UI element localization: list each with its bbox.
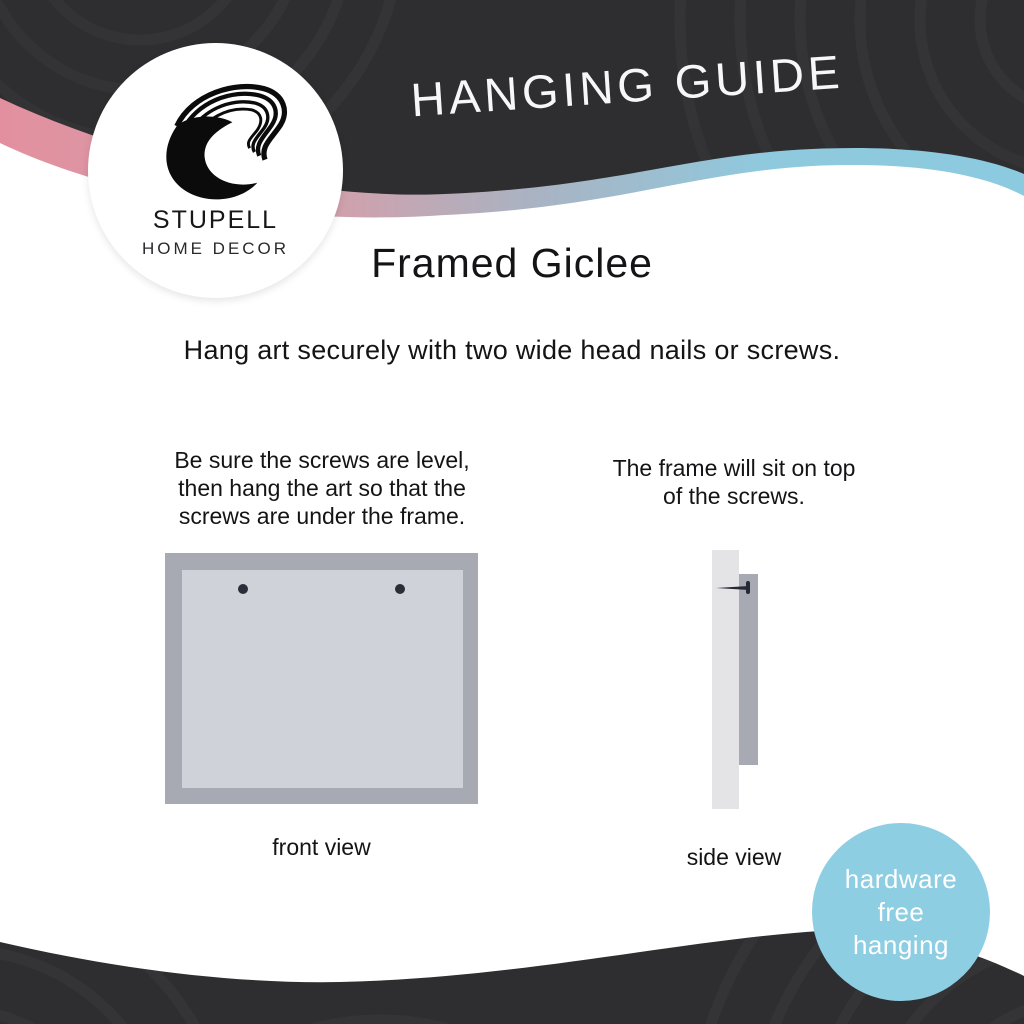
brand-logo-icon (148, 73, 288, 208)
side-view-diagram (710, 548, 762, 810)
product-title: Framed Giclee (371, 240, 653, 286)
badge-line3: hanging (852, 929, 950, 960)
front-note-line2: then hang the art so that the (178, 475, 466, 501)
brand-tagline: HOME DECOR (141, 239, 290, 258)
brand-logo-badge (88, 43, 343, 298)
badge-line1: hardware (844, 863, 958, 894)
screw-head-left-icon (238, 584, 248, 594)
nail-head-icon (746, 581, 750, 594)
front-view-note (160, 446, 484, 530)
badge-line2: free (877, 896, 925, 927)
frame-side-bar (739, 574, 758, 765)
frame-art-area (182, 570, 463, 788)
side-note-line2: of the screws. (663, 483, 805, 509)
brand-name: STUPELL (152, 206, 279, 234)
side-view-caption: side view (686, 844, 782, 870)
front-view-diagram (165, 553, 478, 804)
screw-head-right-icon (395, 584, 405, 594)
hardware-free-badge (812, 823, 990, 1001)
page-title: HANGING GUIDE (409, 44, 845, 126)
front-note-line3: screws are under the frame. (178, 503, 466, 529)
side-note-line1: The frame will sit on top (612, 455, 856, 481)
instruction-text: Hang art securely with two wide head nails or screws. (183, 335, 841, 365)
side-view-note (584, 454, 884, 510)
front-view-caption: front view (272, 834, 371, 860)
front-note-line1: Be sure the screws are level, (174, 447, 470, 473)
